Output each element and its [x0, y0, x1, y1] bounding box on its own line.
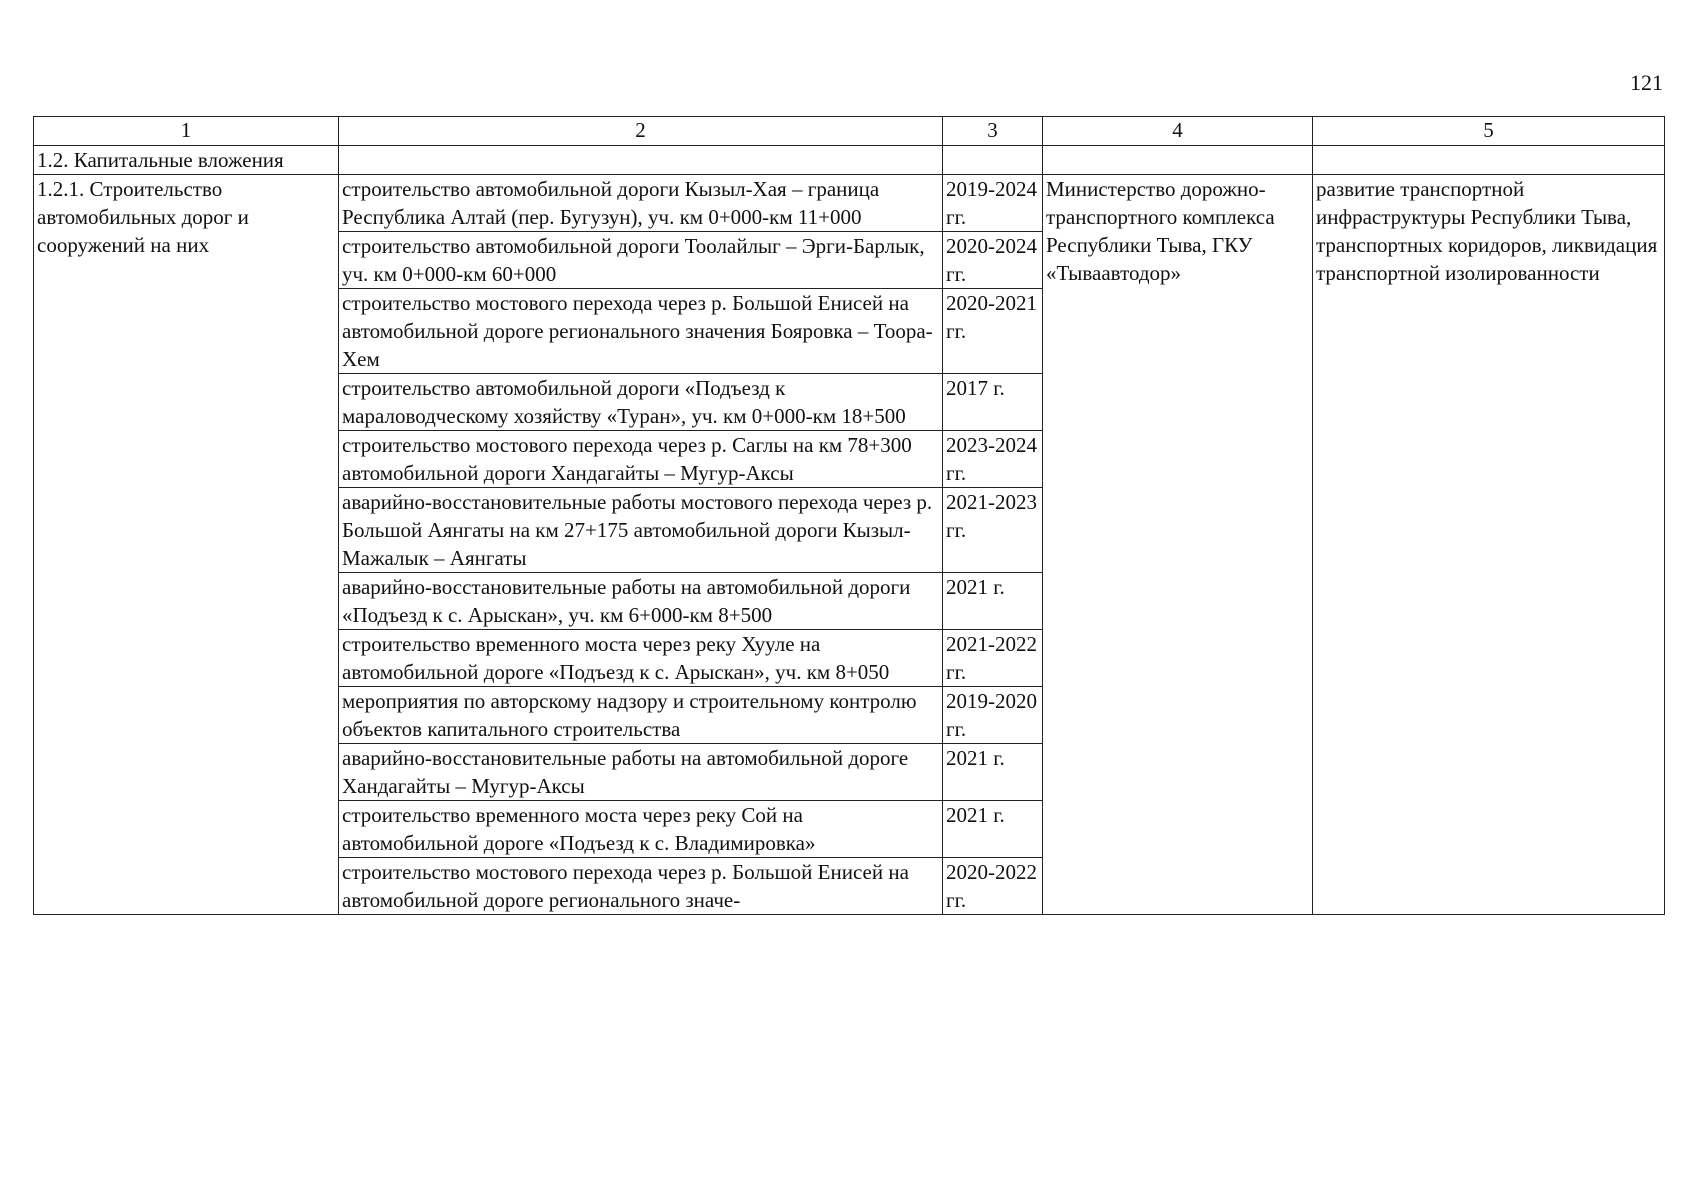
event-cell: строительство автомобильной дороги Тоолайлыг – Эрги-Барлык, уч. км 0+000-км 60+000	[339, 232, 943, 289]
period-cell: 2023-2024 гг.	[943, 431, 1043, 488]
period-cell: 2020-2024 гг.	[943, 232, 1043, 289]
period-cell: 2017 г.	[943, 374, 1043, 431]
period-cell: 2019-2024 гг.	[943, 175, 1043, 232]
result-cell: развитие транспортной инфраструктуры Республики Тыва, транспортных коридоров, ликвидация транспортной изолированности	[1313, 175, 1665, 915]
section-row	[34, 146, 1665, 175]
event-cell: строительство автомобильной дороги Кызыл-Хая – граница Республика Алтай (пер. Бугузун), уч. км 0+000-км 11+000	[339, 175, 943, 232]
event-cell: строительство мостового перехода через р. Большой Енисей на автомобильной дороге регионального значения Бояровка – Тоора-Хем	[339, 289, 943, 374]
header-cell: 2	[339, 117, 943, 146]
event-cell: аварийно-восстановительные работы мостового перехода через р. Большой Аянгаты на км 27+175 автомобильной дороги Кызыл-Мажалык – Аянгаты	[339, 488, 943, 573]
period-cell: 2020-2022 гг.	[943, 858, 1043, 915]
event-cell: аварийно-восстановительные работы на автомобильной дороги «Подъезд к с. Арыскан», уч. км 6+000-км 8+500	[339, 573, 943, 630]
period-cell: 2021 г.	[943, 744, 1043, 801]
subsection-title: 1.2.1. Строительство автомобильных дорог и сооружений на них	[34, 175, 339, 915]
responsible-cell: Министерство дорожно-транспортного комплекса Республики Тыва, ГКУ «Тываавтодор»	[1043, 175, 1313, 915]
section-title: 1.2. Капитальные вложения	[34, 146, 339, 175]
period-cell: 2021-2022 гг.	[943, 630, 1043, 687]
table-row	[34, 175, 1665, 232]
plan-table	[33, 116, 1665, 915]
event-cell: строительство временного моста через реку Хууле на автомобильной дороге «Подъезд к с. Арыскан», уч. км 8+050	[339, 630, 943, 687]
header-cell: 5	[1313, 117, 1665, 146]
header-row	[34, 117, 1665, 146]
period-cell: 2019-2020 гг.	[943, 687, 1043, 744]
period-cell: 2021 г.	[943, 801, 1043, 858]
event-cell: аварийно-восстановительные работы на автомобильной дороге Хандагайты – Мугур-Аксы	[339, 744, 943, 801]
period-cell: 2021 г.	[943, 573, 1043, 630]
header-cell: 4	[1043, 117, 1313, 146]
event-cell: строительство мостового перехода через р. Большой Енисей на автомобильной дороге регионального значе-	[339, 858, 943, 915]
header-cell: 1	[34, 117, 339, 146]
period-cell: 2020-2021 гг.	[943, 289, 1043, 374]
header-cell: 3	[943, 117, 1043, 146]
event-cell: мероприятия по авторскому надзору и строительному контролю объектов капитального строительства	[339, 687, 943, 744]
period-cell: 2021-2023 гг.	[943, 488, 1043, 573]
event-cell: строительство временного моста через реку Сой на автомобильной дороге «Подъезд к с. Владимировка»	[339, 801, 943, 858]
page-number: 121	[1630, 70, 1663, 95]
event-cell: строительство мостового перехода через р. Саглы на км 78+300 автомобильной дороги Хандагайты – Мугур-Аксы	[339, 431, 943, 488]
event-cell: строительство автомобильной дороги «Подъезд к мараловодческому хозяйству «Туран», уч. км 0+000-км 18+500	[339, 374, 943, 431]
